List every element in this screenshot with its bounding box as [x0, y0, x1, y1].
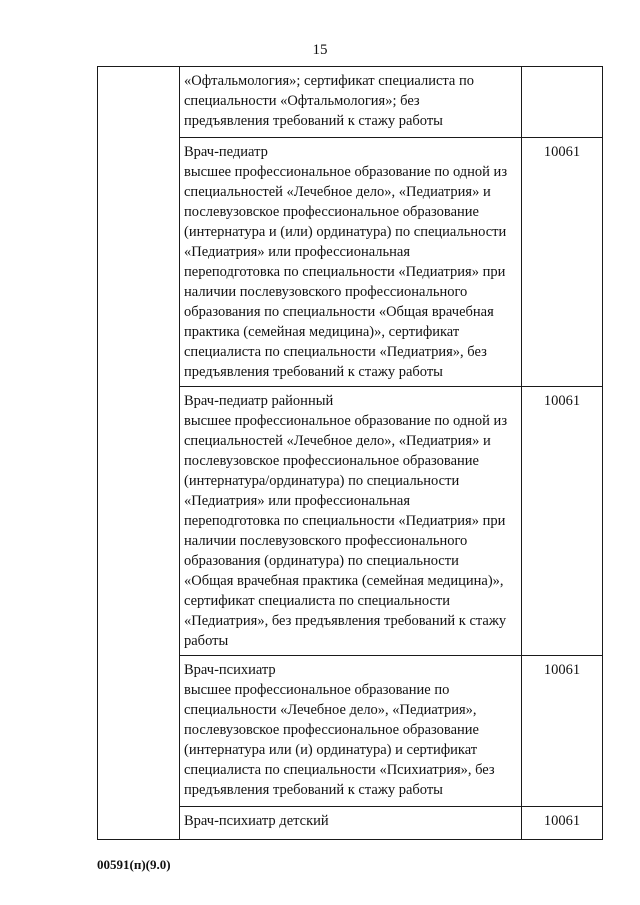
requirements-text: Врач-психиатр детский [184, 813, 329, 829]
requirements-text: «Офтальмология»; сертификат специалиста по специальности «Офтальмология»; без предъявления требований к стажу работы [184, 73, 474, 129]
page-number: 15 [312, 42, 328, 58]
code-value: 10061 [543, 662, 581, 678]
code-cell [522, 387, 603, 656]
requirements-text: Врач-педиатр высшее профессиональное образование по одной из специальностей «Лечебное дело», «Педиатрия» и послевузовское профессиональное образование (интернатура и (или) ординатура) по специальности «Педиатрия» или профессиональная переподготовка по специальности «Педиатрия» при наличии послевузовского профессионального образования по специальности «Общая врачебная практика (семейная медицина)», сертификат специалиста по специальности «Педиатрия», без предъявления требований к стажу работы [184, 144, 508, 380]
code-value [522, 67, 602, 71]
code-cell [522, 67, 603, 138]
requirements-cell [180, 387, 522, 656]
document-code: 00591(п)(9.0) [97, 857, 171, 872]
left-empty-cell [98, 67, 180, 840]
code-cell [522, 807, 603, 840]
requirements-text: Врач-психиатр высшее профессиональное образование по специальности «Лечебное дело», «Педиатрия», послевузовское профессиональное образование (интернатура или (и) ординатура) и сертификат специалиста по специальности «Психиатрия», без предъявления требований к стажу работы [184, 662, 495, 798]
requirements-cell [180, 138, 522, 387]
code-cell [522, 656, 603, 807]
requirements-text: Врач-педиатр районный высшее профессиональное образование по одной из специальностей «Лечебное дело», «Педиатрия» и послевузовское профессиональное образование (интернатура/ординатура) по специальности «Педиатрия» или профессиональная переподготовка по специальности «Педиатрия» при наличии послевузовского профессионального образования (ординатура) по специальности «Общая врачебная практика (семейная медицина)», сертификат специалиста по специальности «Педиатрия», без предъявления требований к стажу работы [184, 393, 508, 649]
table-row [98, 67, 603, 138]
code-value: 10061 [543, 813, 581, 829]
requirements-cell [180, 67, 522, 138]
requirements-cell [180, 656, 522, 807]
qualification-table [97, 66, 603, 840]
code-value: 10061 [543, 393, 581, 409]
code-value: 10061 [543, 144, 581, 160]
requirements-cell [180, 807, 522, 840]
code-cell [522, 138, 603, 387]
